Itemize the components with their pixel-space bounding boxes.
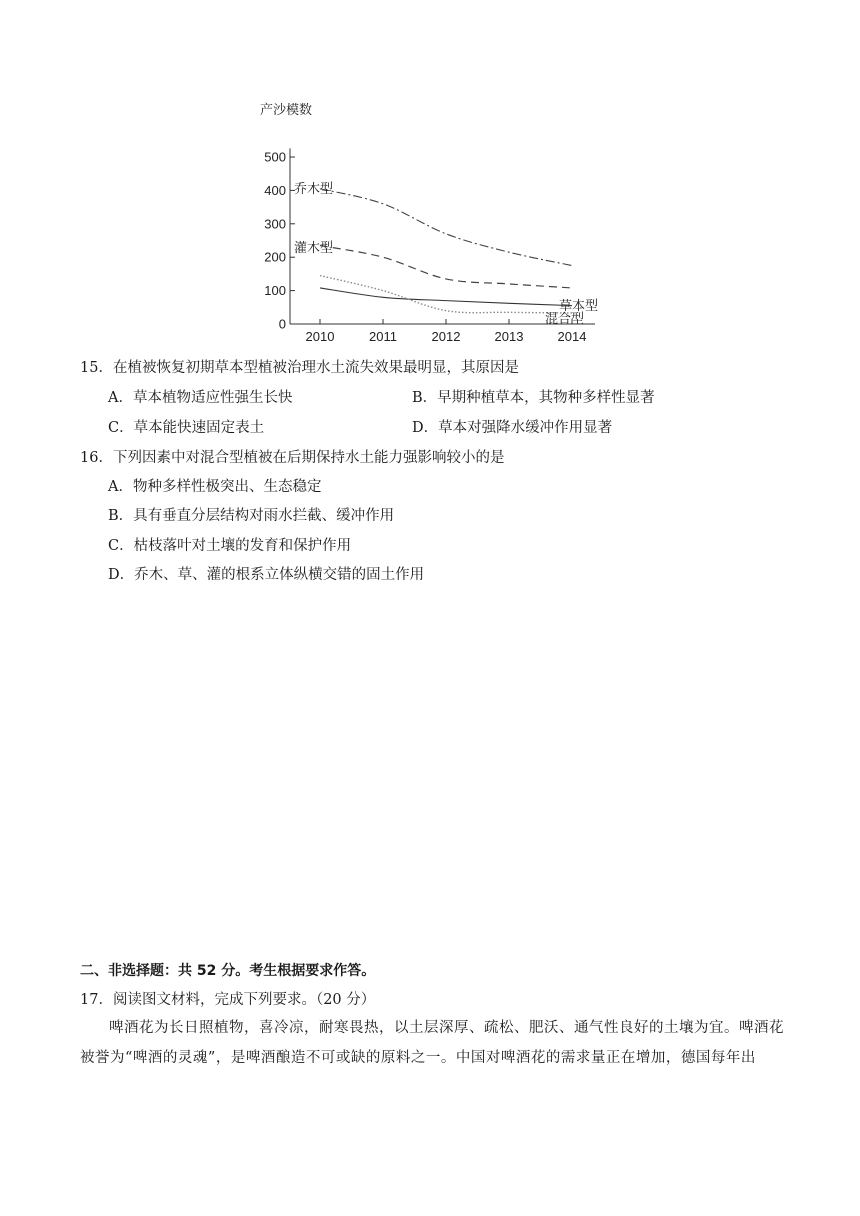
series-labels: [294, 181, 598, 326]
question-stem: 下列因素中对混合型植被在后期保持水土能力强影响较小的是: [112, 450, 505, 466]
option-d: D．草本对强降水缓冲作用显著: [412, 420, 613, 436]
series-line: [320, 246, 572, 288]
question-15: [80, 358, 519, 378]
x-tick-label: 2011: [369, 329, 397, 344]
series-label: 灌木型: [294, 240, 334, 255]
question-16: [80, 448, 504, 468]
question-17: [80, 990, 375, 1010]
question-number: 17．: [80, 992, 113, 1008]
series-line: [320, 288, 572, 306]
y-tick-label: 0: [278, 316, 286, 332]
question-stem: 在植被恢复初期草本型植被治理水土流失效果最明显，其原因是: [112, 360, 519, 376]
y-tick-label: 200: [264, 249, 286, 265]
y-tick-label: 500: [264, 149, 286, 165]
material-paragraph: 啤酒花为长日照植物，喜冷凉，耐寒畏热，以土层深厚、疏松、肥沃、通气性良好的土壤为宜。啤酒花被誉为“啤酒的灵魂”，是啤酒酿造不可或缺的原料之一。中国对啤酒花的需求量正在增加，德国每年出: [80, 1020, 784, 1066]
sediment-yield-chart: [250, 95, 610, 350]
series-line: [320, 189, 572, 266]
option-c: C．枯枝落叶对土壤的发育和保护作用: [108, 538, 352, 554]
option-b: B．早期种植草本，其物种多样性显著: [412, 390, 655, 406]
y-tick-label: 100: [264, 283, 286, 299]
section-heading: 二、非选择题：共 52 分。考生根据要求作答。: [80, 963, 376, 979]
y-axis-label: 产沙模数: [260, 102, 313, 117]
question-number: 15．: [80, 360, 113, 376]
series-label: 混合型: [544, 311, 584, 326]
y-tick-label: 400: [264, 182, 286, 198]
y-tick-label: 300: [264, 216, 286, 232]
series-label: 草本型: [558, 298, 598, 313]
option-b: B．具有垂直分层结构对雨水拦截、缓冲作用: [108, 508, 395, 524]
x-tick-label: 2010: [305, 329, 335, 344]
chart-series: [320, 189, 572, 313]
option-c: C．草本能快速固定表土: [108, 420, 265, 436]
x-tick-label: 2013: [494, 329, 524, 344]
question-stem: 阅读图文材料，完成下列要求。（20 分）: [112, 992, 376, 1008]
x-tick-label: 2014: [557, 329, 587, 344]
option-a: A．草本植物适应性强生长快: [108, 390, 293, 406]
option-a: A．物种多样性极突出、生态稳定: [108, 479, 322, 495]
x-tick-label: 2012: [431, 329, 461, 344]
option-d: D．乔木、草、灌的根系立体纵横交错的固土作用: [108, 567, 425, 583]
question-number: 16．: [80, 450, 113, 466]
series-label: 乔木型: [294, 181, 334, 196]
